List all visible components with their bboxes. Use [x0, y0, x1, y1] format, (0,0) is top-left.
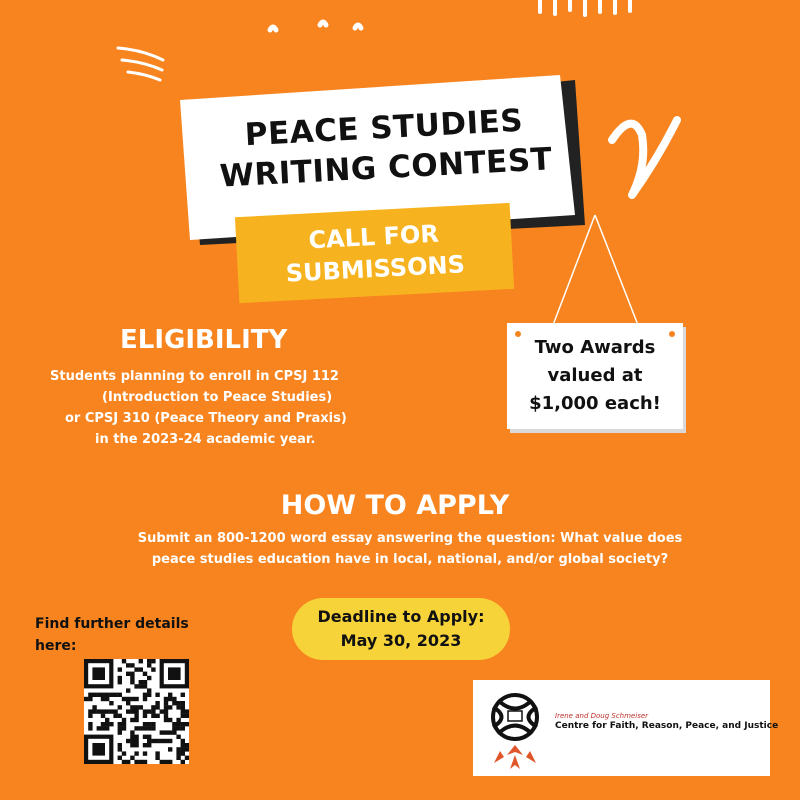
pin-icon — [669, 331, 675, 337]
award-line-2: valued at — [547, 365, 643, 386]
deadline-badge — [292, 598, 510, 660]
further-details-line: here: — [35, 638, 77, 654]
eligibility-line: (Introduction to Peace Studies) — [102, 390, 333, 405]
logo-subtitle: Irene and Doug Schmeiser — [555, 712, 649, 720]
eligibility-line: or CPSJ 310 (Peace Theory and Praxis) — [65, 411, 347, 426]
deadline-date: May 30, 2023 — [340, 631, 462, 650]
title-line-2: WRITING CONTEST — [218, 141, 554, 195]
eligibility-heading: ELIGIBILITY — [120, 325, 288, 355]
how-to-apply-line: Submit an 800-1200 word essay answering the question: What value does — [137, 531, 683, 546]
eligibility-text — [35, 366, 375, 450]
award-line-3: $1,000 each! — [529, 393, 661, 414]
logo-name: Centre for Faith, Reason, Peace, and Justice — [555, 721, 779, 731]
call-line-2: SUBMISSONS — [285, 250, 466, 288]
how-to-apply-text — [110, 528, 710, 570]
call-line-1: CALL FOR — [307, 219, 440, 255]
award-line-1: Two Awards — [534, 337, 656, 358]
further-details-line: Find further details — [35, 616, 189, 632]
eligibility-line: in the 2023-24 academic year. — [95, 432, 316, 447]
qr-code-icon[interactable] — [84, 659, 189, 764]
celtic-knot-logo-icon — [478, 685, 553, 773]
how-to-apply-line: peace studies education have in local, national, and/or global society? — [151, 552, 669, 567]
awards-sign — [507, 323, 683, 429]
further-details-label — [35, 613, 205, 657]
title-line-1: PEACE STUDIES — [243, 102, 524, 154]
pin-icon — [515, 331, 521, 337]
eligibility-line: Students planning to enroll in CPSJ 112 — [50, 369, 339, 384]
how-to-apply-heading: HOW TO APPLY — [280, 490, 510, 521]
deadline-label: Deadline to Apply: — [317, 607, 485, 626]
